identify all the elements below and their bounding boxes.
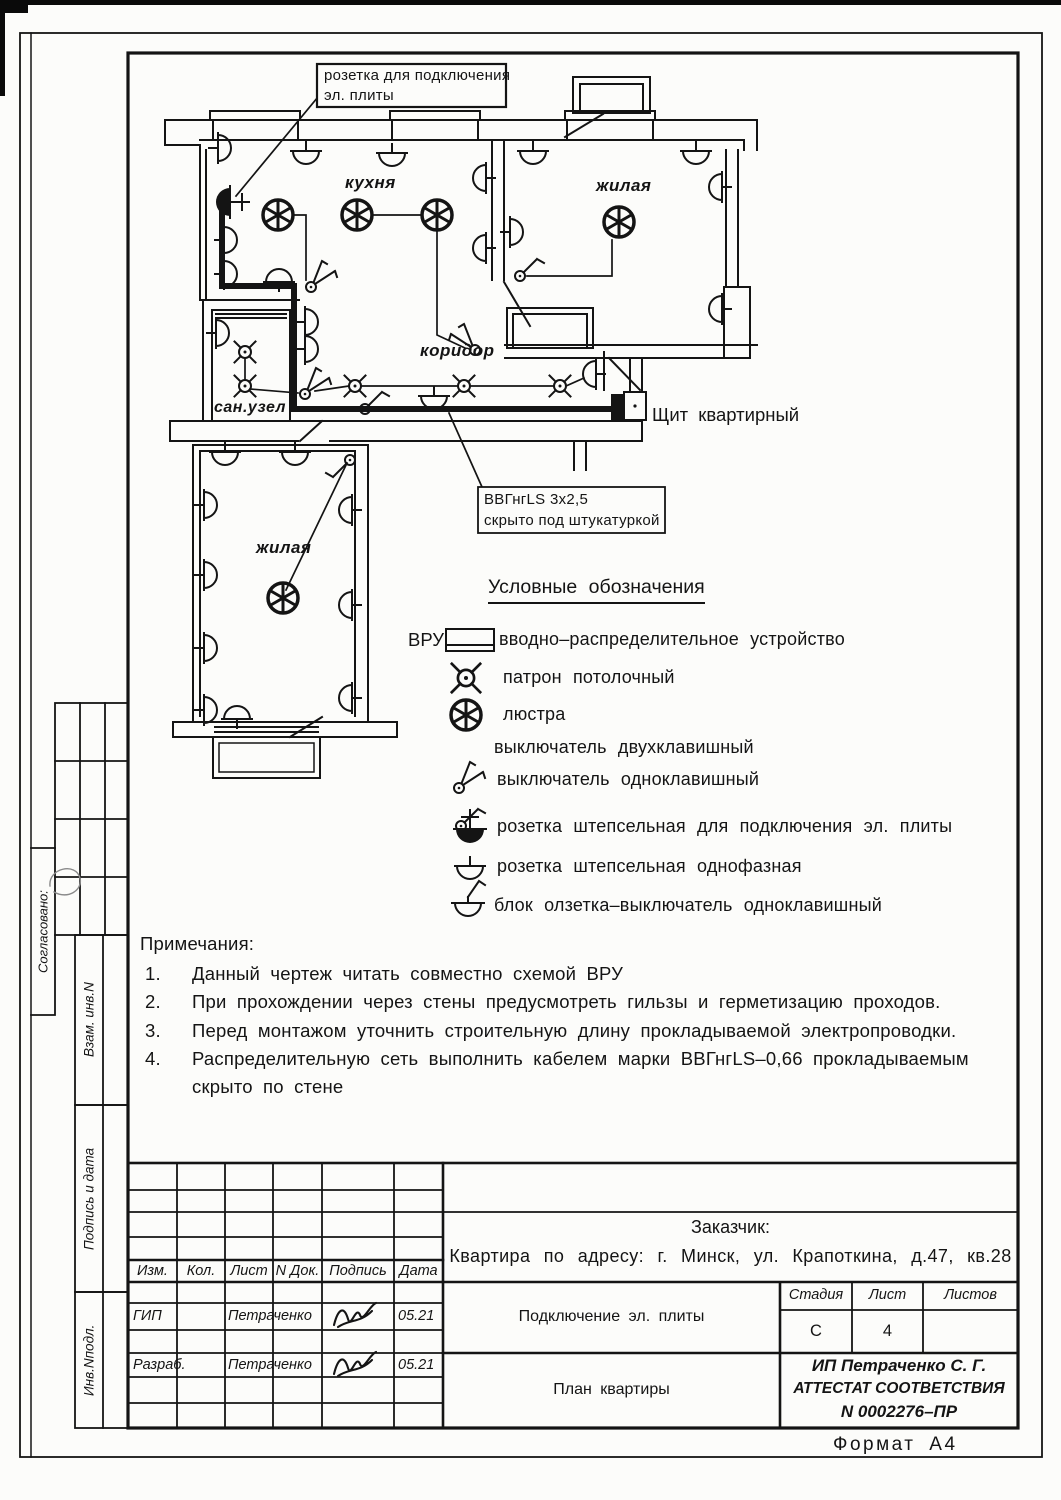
sidebar-inv-label: Инв.Nподл. bbox=[81, 1324, 97, 1396]
socket-single-phase-icon bbox=[455, 857, 485, 879]
tb-company-line2: АТТЕСТАТ СООТВЕТСТВИЯ bbox=[793, 1380, 1005, 1397]
apartment-panel-icon bbox=[612, 392, 646, 420]
tb-customer-value: Квартира по адресу: г. Минск, ул. Крапоткина, д.47, кв.28 bbox=[449, 1245, 1012, 1266]
tb-header-kol: Кол. bbox=[186, 1263, 216, 1279]
note-number: 4. bbox=[145, 1048, 161, 1069]
tb-role: ГИП bbox=[133, 1308, 162, 1324]
sidebar-agreed-label: Согласовано: bbox=[35, 890, 51, 973]
legend-item-label: патрон потолочный bbox=[503, 667, 675, 687]
tb-role: Разраб. bbox=[133, 1357, 186, 1373]
ceiling-lampholder-icon bbox=[452, 664, 480, 692]
sidebar-vzam-label: Взам. инв.N bbox=[81, 982, 97, 1058]
callout-leaders bbox=[236, 97, 482, 487]
callout-stove-line1: розетка для подключения bbox=[324, 67, 511, 84]
room-label-living-bottom: жилая bbox=[256, 538, 312, 557]
supply-cable-run bbox=[222, 204, 614, 409]
note-text: Данный чертеж читать совместно схемой ВРУ bbox=[192, 963, 624, 984]
vru-box-icon bbox=[446, 629, 494, 651]
legend-symbols bbox=[446, 629, 494, 916]
note-number: 2. bbox=[145, 991, 161, 1012]
tb-company-line1: ИП Петраченко С. Г. bbox=[811, 1356, 987, 1375]
legend-item-label: выключатель двухклавишный bbox=[494, 737, 754, 757]
room-label-kitchen: кухня bbox=[345, 173, 396, 192]
note-text-wrap: скрыто по стене bbox=[192, 1076, 344, 1097]
callout-stove-line2: эл. плиты bbox=[324, 87, 395, 104]
tb-stage-label: Стадия bbox=[788, 1287, 844, 1303]
tb-listov-value bbox=[923, 1318, 1018, 1344]
panel-label: Щит квартирный bbox=[652, 404, 800, 425]
tb-header-list: Лист bbox=[230, 1263, 268, 1279]
legend-title: Условные обозначения bbox=[488, 576, 705, 604]
callout-cable-line2: скрыто под штукатуркой bbox=[484, 512, 660, 529]
notes-title: Примечания: bbox=[140, 933, 255, 954]
legend-item-label: розетка штепсельная для подключения эл. плиты bbox=[497, 816, 953, 836]
note-text: Перед монтажом уточнить строительную длину прокладываемой электропроводки. bbox=[192, 1020, 957, 1041]
legend-item-label: вводно–распределительное устройство bbox=[499, 629, 845, 649]
tb-list-value: 4 bbox=[882, 1321, 893, 1340]
note-number: 3. bbox=[145, 1020, 161, 1041]
tb-header-data: Дата bbox=[399, 1263, 438, 1279]
socket-switch-block-icon bbox=[452, 881, 485, 916]
tb-customer-label: Заказчик: bbox=[691, 1216, 770, 1237]
tb-header-ndok: N Док. bbox=[275, 1263, 320, 1279]
legend-item-label: блок олзетка–выключатель одноклавишный bbox=[494, 895, 882, 915]
tb-name: Петраченко bbox=[228, 1308, 312, 1324]
tb-header-izm: Изм. bbox=[137, 1263, 168, 1279]
room-label-bathroom: сан.узел bbox=[214, 399, 286, 416]
room-label-living-top: жилая bbox=[596, 176, 652, 195]
note-text: Распределительную сеть выполнить кабелем марки ВВГнгLS–0,66 прокладываемым bbox=[192, 1048, 969, 1069]
note-text: При прохождении через стены предусмотреть гильзы и герметизацию проходов. bbox=[192, 991, 941, 1012]
room-label-corridor: коридор bbox=[420, 341, 495, 360]
chandelier-icon bbox=[451, 700, 481, 730]
signature-marks bbox=[334, 1303, 376, 1376]
tb-company-line3: N 0002276–ПР bbox=[840, 1402, 958, 1421]
callout-boxes bbox=[317, 64, 665, 533]
switch-two-gang-icon bbox=[454, 762, 485, 793]
legend-item-label: люстра bbox=[503, 704, 566, 724]
format-label: Формат А4 bbox=[833, 1434, 958, 1455]
tb-sheet-title: План квартиры bbox=[553, 1381, 670, 1398]
tb-listov-label: Листов bbox=[944, 1287, 997, 1303]
legend-item-label: розетка штепсельная однофазная bbox=[497, 856, 802, 876]
tb-date: 05.21 bbox=[398, 1308, 435, 1324]
tb-list-label: Лист bbox=[868, 1287, 907, 1303]
tb-date: 05.21 bbox=[398, 1357, 435, 1373]
tb-doc-title: Подключение эл. плиты bbox=[518, 1308, 705, 1325]
ceiling-lampholder-icons bbox=[235, 342, 571, 397]
legend-item-label: выключатель одноклавишный bbox=[497, 769, 760, 789]
tb-header-podpis: Подпись bbox=[329, 1263, 387, 1279]
sidebar-podpis-label: Подпись и дата bbox=[81, 1147, 97, 1250]
tb-stage-value: С bbox=[810, 1321, 822, 1340]
note-number: 1. bbox=[145, 963, 161, 984]
stove-socket-icon bbox=[454, 810, 486, 843]
tb-name: Петраченко bbox=[228, 1357, 312, 1373]
legend-vru-abbr: ВРУ bbox=[408, 629, 445, 650]
callout-cable-line1: ВВГнгLS 3х2,5 bbox=[484, 491, 589, 508]
